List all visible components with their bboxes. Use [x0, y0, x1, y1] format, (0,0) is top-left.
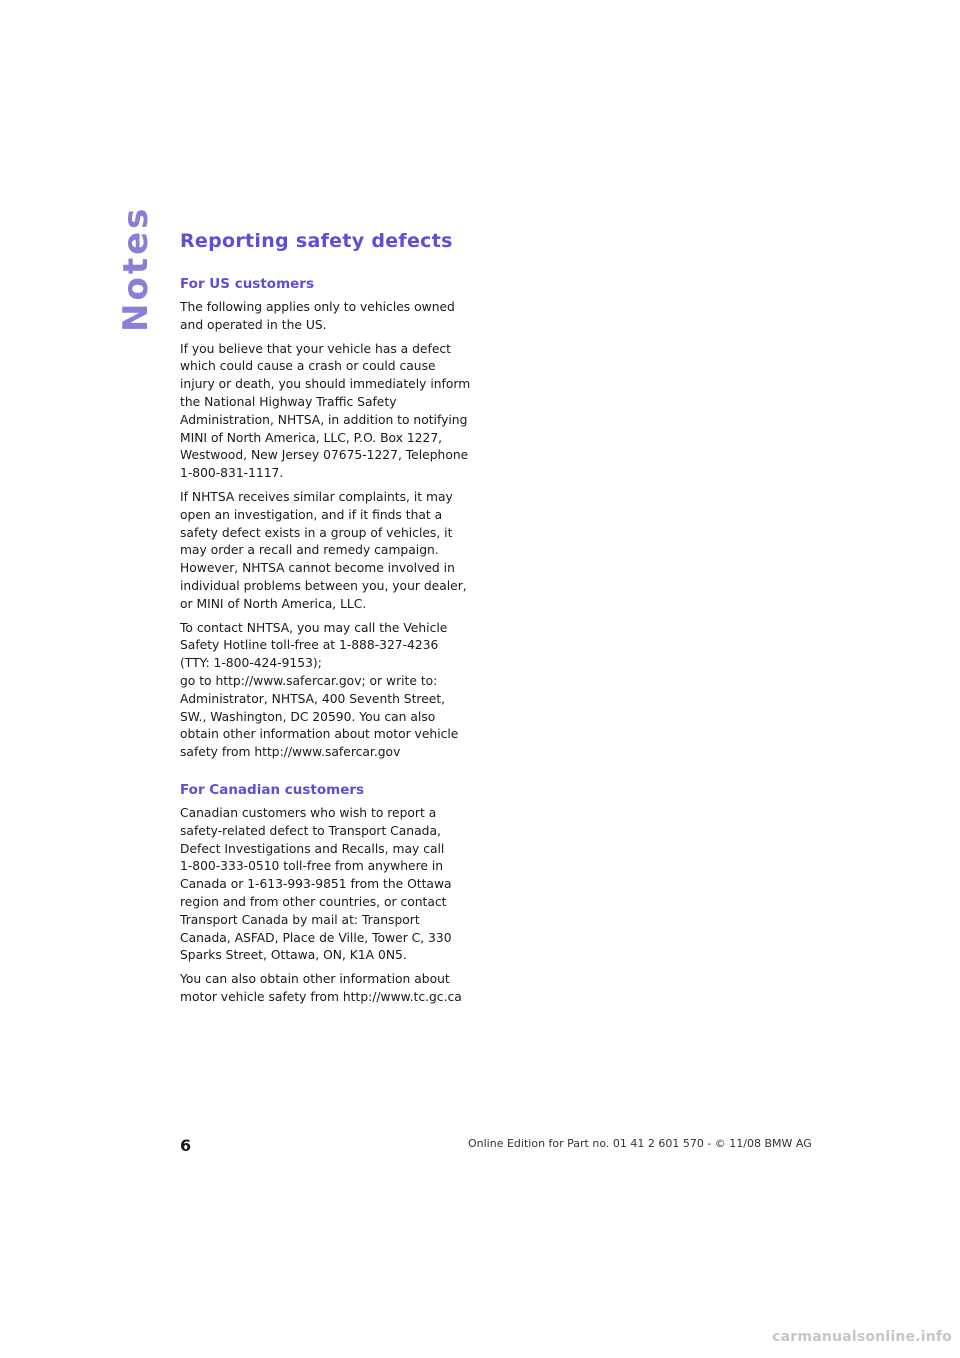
side-tab	[116, 205, 156, 332]
edition-footer: Online Edition for Part no. 01 41 2 601 570 - © 11/08 BMW AG	[468, 1137, 812, 1150]
paragraph: To contact NHTSA, you may call the Vehicle Safety Hotline toll-free at 1-888-327-4236 (TTY: 1-800-424-9153); go to http://www.safercar.gov; or write to: Administrator, NHTSA, 400 Seventh Street, SW., Washington, DC 20590. You can also obtain other information about motor vehicle safety from http://www.safercar.gov	[180, 620, 459, 760]
paragraph: Canadian customers who wish to report a safety-related defect to Transport Canada, Defect Investigations and Recalls, may call 1-800-333-0510 toll-free from anywhere in Canada or 1-613-993-9851 from the Ottawa region and from other countries, or contact Transport Canada by mail at: Transport Canada, ASFAD, Place de Ville, Tower C, 330 Sparks Street, Ottawa, ON, K1A 0N5.	[180, 805, 452, 963]
page-title: Reporting safety defects	[180, 230, 453, 252]
section-us-customers	[180, 274, 472, 762]
section-canadian-customers	[180, 780, 472, 1007]
content-column	[180, 228, 472, 1013]
paragraph: If NHTSA receives similar complaints, it may open an investigation, and if it finds that a safety defect exists in a group of vehicles, it may order a recall and remedy campaign. However, NHTSA cannot become involved in individual problems between you, your dealer, or MINI of North America, LLC.	[180, 489, 467, 611]
watermark: carmanualsonline.info	[772, 1329, 952, 1345]
paragraph: The following applies only to vehicles owned and operated in the US.	[180, 300, 455, 332]
paragraph: If you believe that your vehicle has a defect which could cause a crash or could cause injury or death, you should immediately inform the National Highway Traffic Safety Administration, NHTSA, in addition to notifying MINI of North America, LLC, P.O. Box 1227, Westwood, New Jersey 07675-1227, Telephone 1-800-831-1117.	[180, 341, 471, 481]
side-tab-label: Notes	[116, 205, 156, 332]
page-number: 6	[180, 1136, 192, 1155]
section-heading: For US customers	[180, 276, 314, 292]
section-heading: For Canadian customers	[180, 781, 365, 798]
paragraph: You can also obtain other information about motor vehicle safety from http://www.tc.gc.ca	[180, 972, 462, 1004]
